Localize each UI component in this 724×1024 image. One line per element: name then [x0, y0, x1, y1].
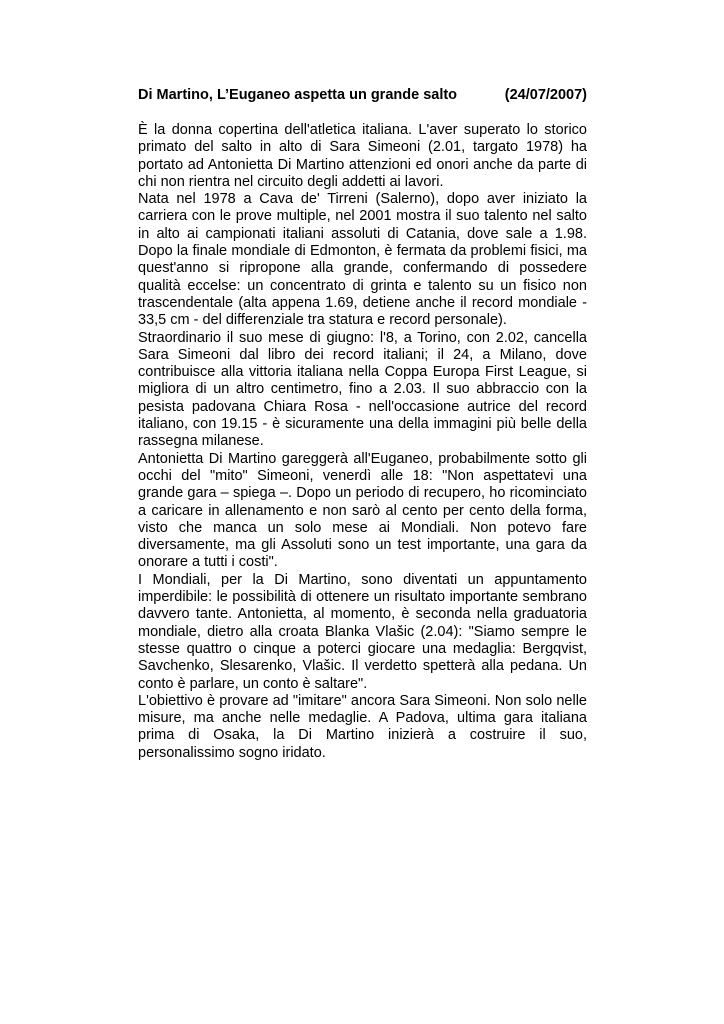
paragraph-5: I Mondiali, per la Di Martino, sono diventati un appuntamento imperdibile: le possibilità di ottenere un risultato importante sembrano davvero tante. Antonietta, al momento, è seconda nella graduatoria mondiale, dietro alla croata Blanka Vlašic (2.04): "Siamo sempre le stesse quattro o cinque a poterci giocare una medaglia: Bergqvist, Savchenko, Slesarenko, Vlašic. Il verdetto spetterà alla pedana. Un conto è parlare, un conto è saltare".	[138, 571, 587, 692]
article-date: (24/07/2007)	[504, 87, 587, 103]
paragraph-1: È la donna copertina dell'atletica italiana. L'aver superato lo storico primato del salto in alto di Sara Simeoni (2.01, targato 1978) ha portato ad Antonietta Di Martino attenzioni ed onori anche da parte di chi non rientra nel circuito degli addetti ai lavori.	[138, 122, 587, 190]
paragraph-2: Nata nel 1978 a Cava de' Tirreni (Salerno), dopo aver iniziato la carriera con le prove multiple, nel 2001 mostra il suo talento nel salto in alto ai campionati italiani assoluti di Catania, dove sale a 1.98. Dopo la finale mondiale di Edmonton, è fermata da problemi fisici, ma quest'anno si ripropone alla grande, confermando di possedere qualità eccelse: un concentrato di grinta e talento su un fisico non trascendentale (alta appena 1.69, detiene anche il record mondiale - 33,5 cm - del differenziale tra statura e record personale).	[138, 191, 587, 329]
article-body	[138, 122, 587, 762]
paragraph-4: Antonietta Di Martino gareggerà all'Euganeo, probabilmente sotto gli occhi del "mito" Simeoni, venerdì alle 18: "Non aspettatevi una grande gara – spiega –. Dopo un periodo di recupero, ho ricominciato a caricare in allenamento e non sarò al cento per cento della forma, visto che manca un solo mese ai Mondiali. Non potevo fare diversamente, ma gli Assoluti sono un test importante, una gara da onorare a tutti i costi".	[138, 450, 587, 571]
paragraph-3: Straordinario il suo mese di giugno: l'8, a Torino, con 2.02, cancella Sara Simeoni dal libro dei record italiani; il 24, a Milano, dove contribuisce alla vittoria italiana nella Coppa Europa First League, si migliora di un altro centimetro, fino a 2.03. Il suo abbraccio con la pesista padovana Chiara Rosa - nell'occasione autrice del record italiano, con 19.15 - è sicuramente una della immagini più belle della rassegna milanese.	[138, 329, 587, 450]
article-title: Di Martino, L’Euganeo aspetta un grande salto	[138, 87, 458, 103]
document-page	[138, 86, 587, 762]
paragraph-6: L'obiettivo è provare ad "imitare" ancora Sara Simeoni. Non solo nelle misure, ma anche nelle medaglie. A Padova, ultima gara italiana prima di Osaka, la Di Martino inizierà a costruire il suo, personalissimo sogno iridato.	[138, 692, 587, 761]
article-header	[138, 86, 587, 105]
